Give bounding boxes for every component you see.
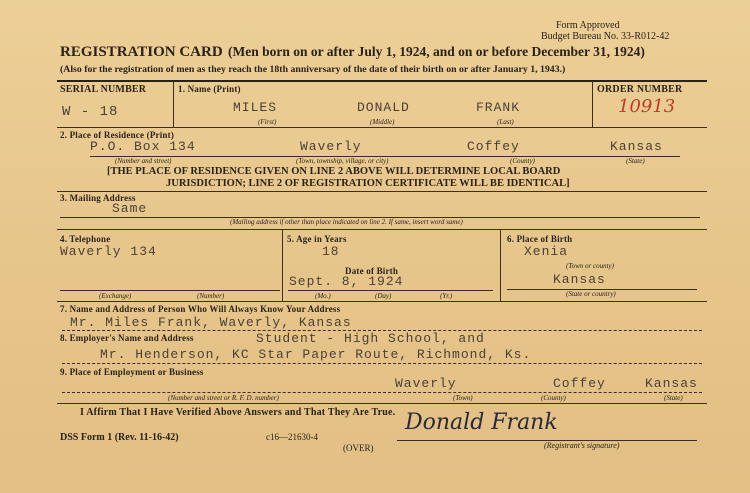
card-title-paren: (Men born on or after July 1, 1924, and on or before December 31, 1924)	[228, 44, 645, 59]
name-first-label: (First)	[258, 118, 277, 126]
name-first: MILES	[233, 100, 278, 115]
age-value: 18	[322, 244, 340, 259]
name-last-label: (Last)	[497, 118, 514, 126]
employment-state: Kansas	[645, 376, 698, 391]
birthplace-town: Xenia	[524, 244, 569, 259]
affirm-text: I Affirm That I Have Verified Above Answers and That They Are True.	[80, 407, 396, 418]
residence-state: Kansas	[610, 139, 663, 154]
over-note: (OVER)	[343, 443, 374, 453]
residence-town: Waverly	[300, 139, 362, 154]
telephone-label: 4. Telephone	[60, 234, 111, 244]
employment-state-label: (State)	[664, 394, 683, 402]
order-label: ORDER NUMBER	[597, 84, 683, 95]
birthplace-state-label: (State or country)	[566, 290, 616, 298]
dob-year-label: (Yr.)	[440, 292, 453, 300]
employment-street-label: (Number and street or R. F. D. number)	[168, 394, 279, 402]
employer-label: 8. Employer's Name and Address	[60, 333, 194, 343]
residence-town-label: (Town, township, village, or city)	[296, 157, 389, 165]
order-value: 10913	[618, 96, 676, 117]
signature-label: (Registrant's signature)	[544, 441, 620, 450]
name-middle: DONALD	[357, 100, 410, 115]
serial-value: W - 18	[62, 104, 119, 120]
residence-state-label: (State)	[626, 157, 645, 165]
card-subtitle: (Also for the registration of men as they reach the 18th anniversary of the date of their birth on or after January 1, 1943.)	[60, 64, 566, 75]
budget-bureau: Budget Bureau No. 33-R012-42	[541, 31, 670, 42]
employment-town: Waverly	[395, 376, 457, 391]
residence-county: Coffey	[467, 139, 520, 154]
birthplace-label: 6. Place of Birth	[507, 234, 573, 244]
form-id: DSS Form 1 (Rev. 11-16-42)	[60, 432, 179, 443]
dob-label: Date of Birth	[345, 266, 399, 276]
contact-value: Mr. Miles Frank, Waverly, Kansas	[70, 315, 352, 330]
card-title: REGISTRATION CARD	[60, 44, 223, 60]
form-approved: Form Approved	[556, 20, 620, 31]
print-code: c16—21630-4	[266, 432, 318, 442]
residence-street-label: (Number and street)	[115, 157, 172, 165]
employer-line-1: Student - High School, and	[256, 331, 485, 346]
employment-county: Coffey	[553, 376, 606, 391]
birthplace-town-label: (Town or county)	[566, 262, 614, 270]
telephone-exchange-label: (Exchange)	[99, 292, 132, 300]
mailing-label: 3. Mailing Address	[60, 193, 136, 203]
contact-label: 7. Name and Address of Person Who Will Always Know Your Address	[60, 304, 341, 314]
employment-town-label: (Town)	[453, 394, 473, 402]
serial-label: SERIAL NUMBER	[60, 84, 147, 95]
dob-day-label: (Day)	[375, 292, 392, 300]
name-label: 1. Name (Print)	[178, 84, 241, 94]
telephone-number-label: (Number)	[197, 292, 225, 300]
name-last: FRANK	[476, 100, 521, 115]
dob-month-label: (Mo.)	[315, 292, 331, 300]
telephone-value: Waverly 134	[60, 244, 157, 259]
residence-notice-2: JURISDICTION; LINE 2 OF REGISTRATION CERTIFICATE WILL BE IDENTICAL]	[166, 178, 570, 189]
birthplace-state: Kansas	[553, 272, 606, 287]
name-middle-label: (Middle)	[370, 118, 395, 126]
mailing-note: (Mailing address if other than place indicated on line 2. If same, insert word same)	[230, 218, 463, 226]
age-label: 5. Age in Years	[287, 234, 347, 244]
dob-value: Sept. 8, 1924	[289, 274, 404, 289]
registrant-signature: Donald Frank	[405, 410, 558, 435]
residence-notice-1: [THE PLACE OF RESIDENCE GIVEN ON LINE 2 ABOVE WILL DETERMINE LOCAL BOARD	[107, 166, 561, 177]
employment-label: 9. Place of Employment or Business	[60, 367, 204, 377]
residence-street: P.O. Box 134	[90, 139, 196, 154]
employer-line-2: Mr. Henderson, KC Star Paper Route, Richmond, Ks.	[100, 347, 532, 362]
residence-label: 2. Place of Residence (Print)	[60, 130, 175, 140]
mailing-value: Same	[112, 201, 148, 216]
employment-county-label: (County)	[541, 394, 566, 402]
residence-county-label: (County)	[510, 157, 535, 165]
